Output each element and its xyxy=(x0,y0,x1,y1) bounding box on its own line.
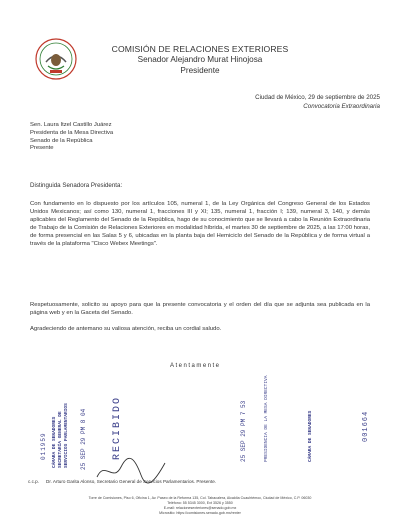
recipient-block xyxy=(30,122,113,153)
ccp-label: c.c.p. xyxy=(28,479,39,484)
stamp-left-text1: CÁMARA DE SENADORES xyxy=(52,416,57,468)
body-paragraph-1: Con fundamento en lo dispuesto por los artículos 105, numeral 1, de la Ley Orgánica del Congreso General de los Estados Unidos Mexicanos; así como 130, numeral 1, fracciones III y XI; 135, numeral 1, fracción I; 139, numeral 3, 140, y demás aplicables del Reglamento del Senado de la República, hago de su conocimiento que se llevará a cabo la Reunión Extraordinaria de Trabajo de la Comisión de Relaciones Exteriores en modalidad híbrida, el martes 30 de septiembre de 2025, a las 17:00 horas, de forma presencial en las Salas 5 y 6, ubicadas en la planta baja del Hemiciclo del Senado de la República y de forma virtual a través de la plataforma "Cisco Webex Meetings". xyxy=(30,201,370,248)
ccp-line xyxy=(28,479,217,484)
footer-email[interactable]: E-mail: relacionesexteriores@senado.gob.mx xyxy=(163,506,237,510)
stamp-left-text3: SERVICIOS PARLAMENTARIOS xyxy=(64,403,69,468)
stamp-received-text: RECIBIDO xyxy=(112,395,123,460)
date-block xyxy=(255,94,380,110)
subject-line: Convocatoria Extraordinaria xyxy=(303,103,380,110)
greeting: Distinguida Senadora Presidenta: xyxy=(30,182,123,189)
stamp-right-text1: CÁMARA DE SENADORES xyxy=(308,410,313,462)
recipient-name: Sen. Laura Itzel Castillo Juárez xyxy=(30,122,112,128)
recipient-institution: Senado de la República xyxy=(30,137,93,144)
footer-microsite[interactable]: Micrositio: https://comisiones.senado.gob.mx/rexter xyxy=(159,511,241,515)
closing: Atentamente xyxy=(170,363,221,369)
stamp-right-number: 001664 xyxy=(362,410,370,442)
received-stamp-left xyxy=(32,360,142,470)
stamp-left-text2: SECRETARÍA GENERAL DE xyxy=(58,411,63,468)
received-stamp-right xyxy=(230,350,380,470)
ccp-text: Dr. Arturo Garita Alonso, Secretario General de Servicios Parlamentarios. Presente. xyxy=(46,479,217,484)
stamp-left-date: 25 SEP 29 PM 8 04 xyxy=(80,408,87,470)
place-date: Ciudad de México, 29 de septiembre de 2025 xyxy=(255,94,380,101)
stamp-left-number: 011959 xyxy=(40,432,47,460)
footer-phone: Teléfono: 55 5345 3000, Ext 3526 y 3550 xyxy=(167,501,233,505)
stamp-right-text2: PRESIDENCIA DE LA MESA DIRECTIVA xyxy=(264,375,269,462)
senator-role: Presidente xyxy=(180,66,220,75)
recipient-title: Presidenta de la Mesa Directiva xyxy=(30,129,114,136)
committee-name: COMISIÓN DE RELACIONES EXTERIORES xyxy=(111,44,289,54)
body-paragraph-2: Respetuosamente, solicito su apoyo para que la presente convocatoria y el orden del día que se adjunta sea publicada en la página web y en la Gaceta del Senado. xyxy=(30,302,370,317)
stamp-right-date: 25 SEP 29 PM 7 53 xyxy=(240,400,247,462)
senator-name: Senador Alejandro Murat Hinojosa xyxy=(137,55,263,64)
body-paragraph-3: Agradeciendo de antemano su valiosa atención, reciba un cordial saludo. xyxy=(30,326,222,332)
footer-address: Torre de Comisiones, Piso 6, Oficina 1, Av. Paseo de la Reforma 135, Col. Tabacalera, Alcaldía Cuauhtémoc, Ciudad de México, C.P. 06030 xyxy=(88,496,312,500)
footer xyxy=(0,496,400,516)
recipient-presente: Presente xyxy=(30,145,54,152)
